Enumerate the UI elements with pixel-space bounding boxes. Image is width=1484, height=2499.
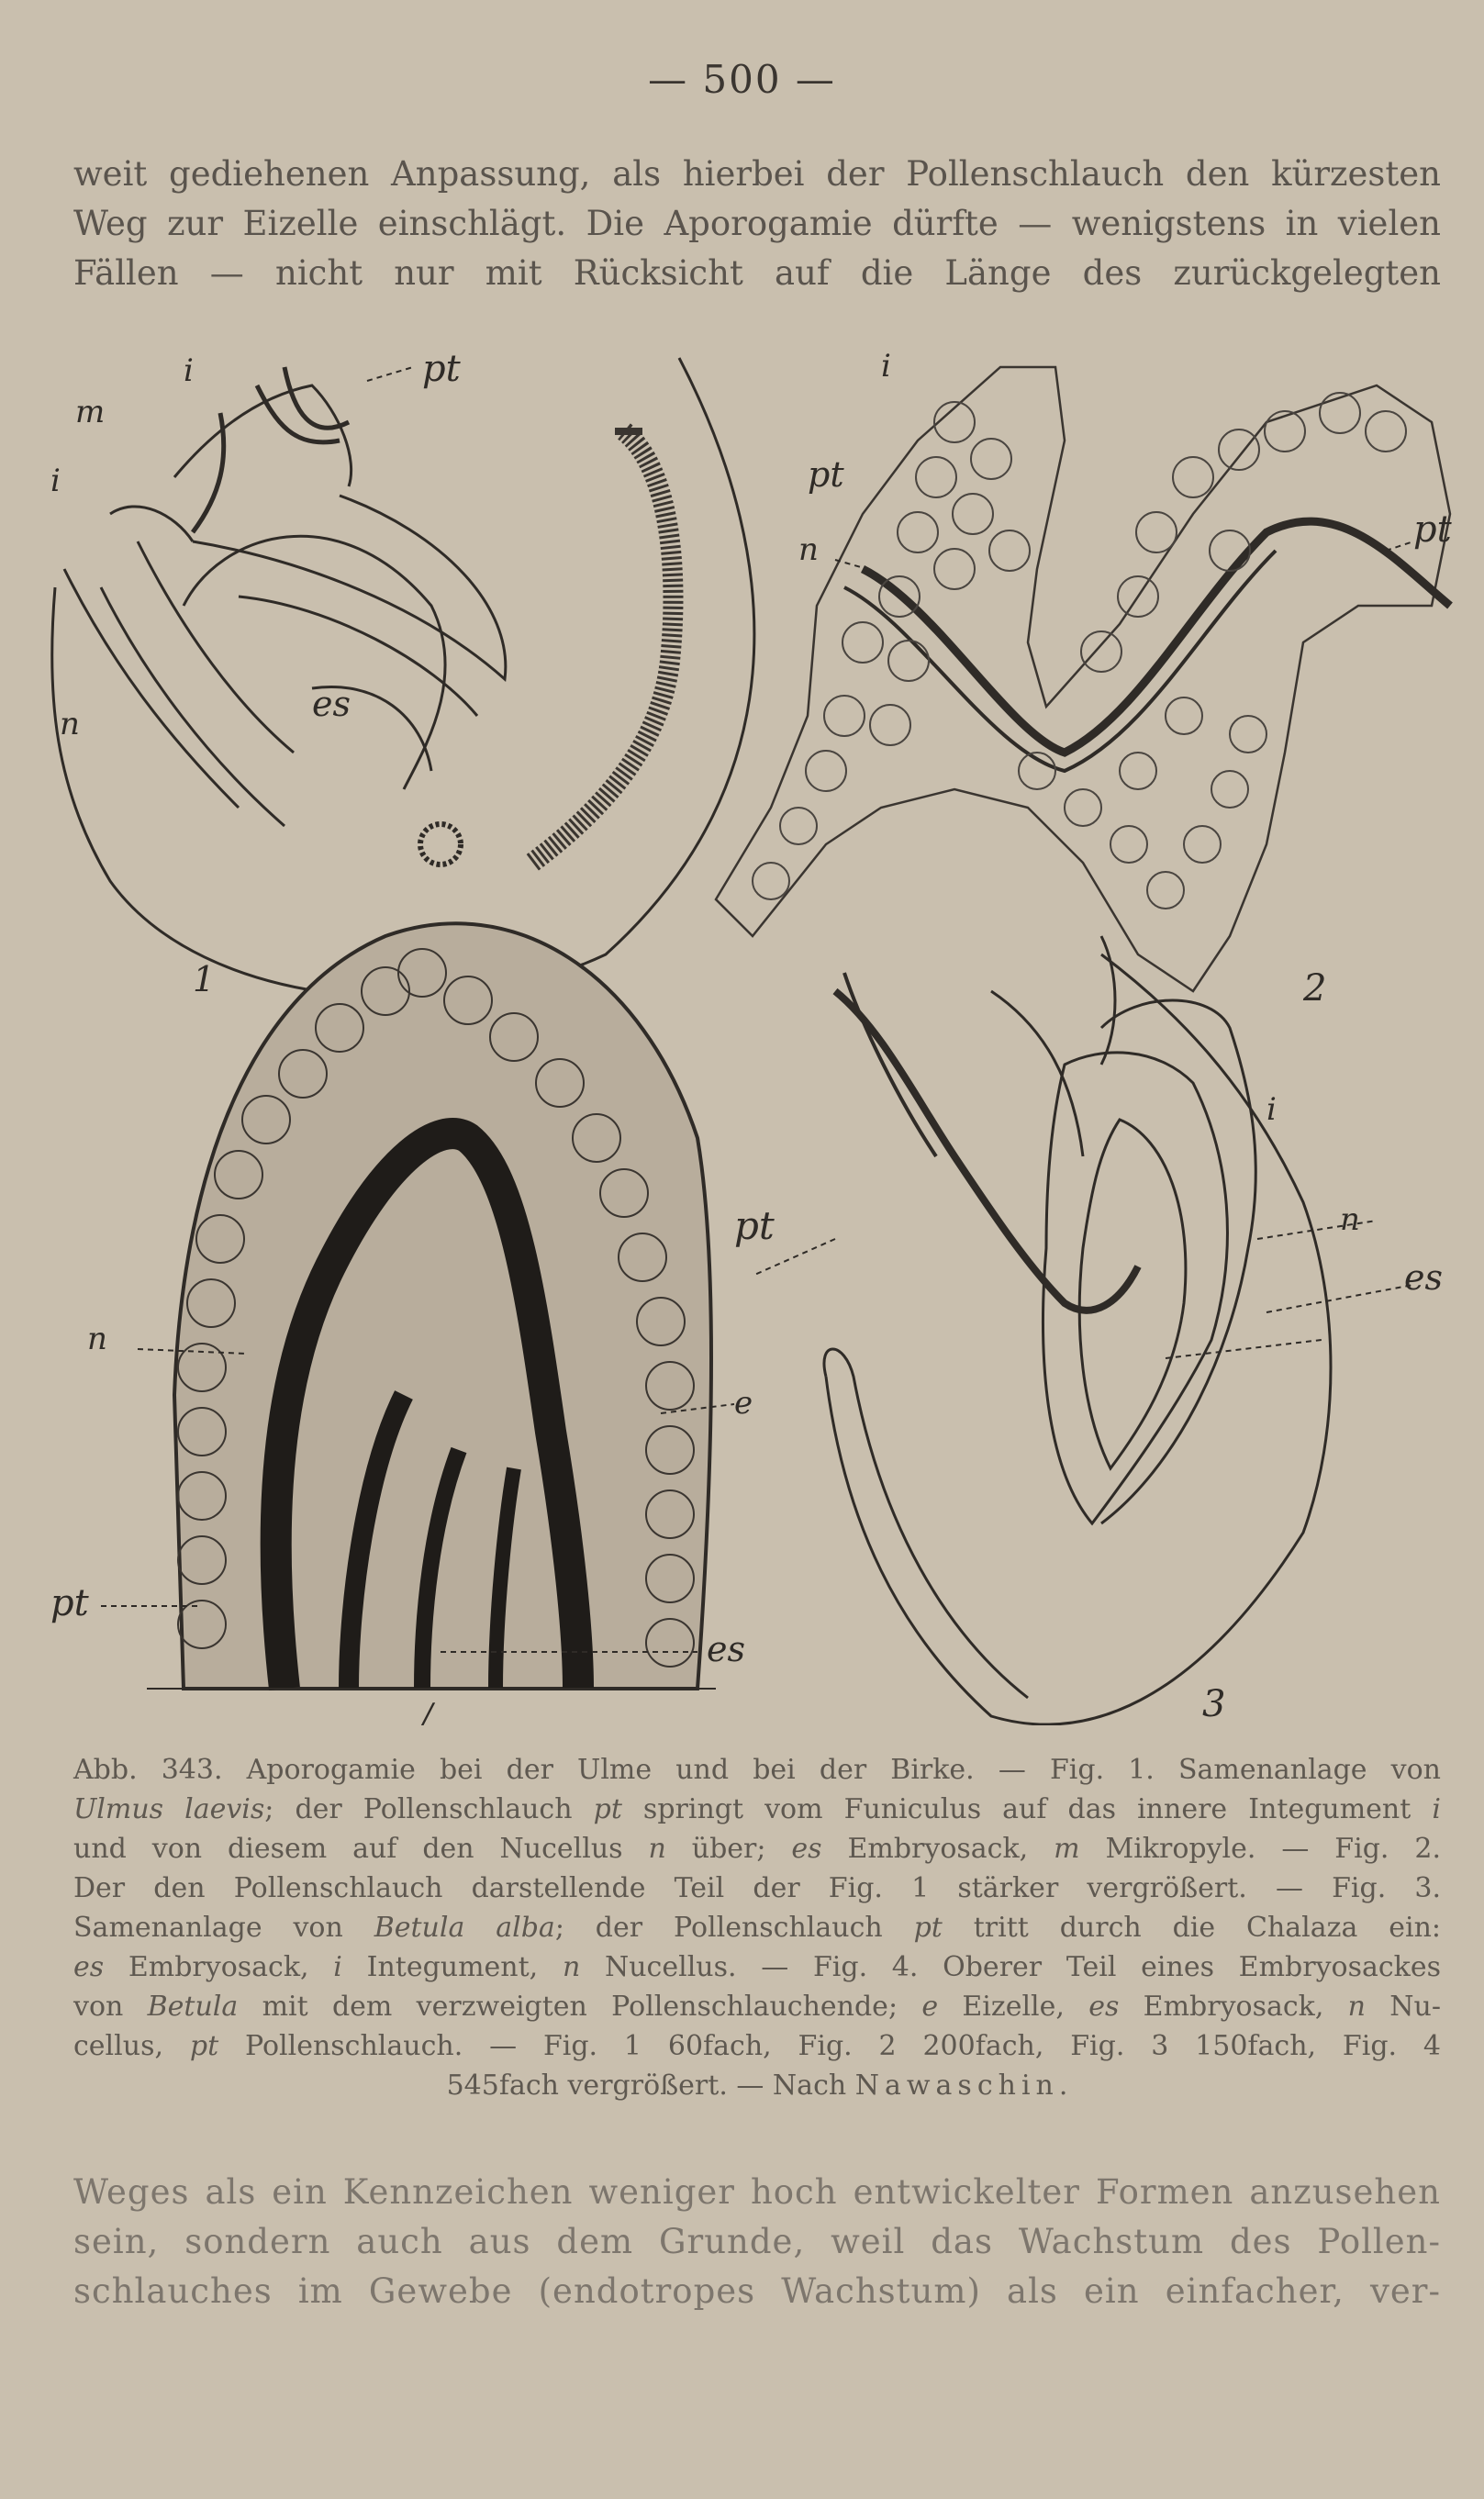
caption-line-9 xyxy=(73,2066,1441,2105)
figure-caption xyxy=(73,1750,1441,2105)
species-name: Betula xyxy=(147,1991,239,2023)
fig3-label-pt: pt xyxy=(734,1203,775,1248)
text-line: weit gediehenen Anpassung, als hierbei der Pollenschlauch den kürzesten xyxy=(73,154,1441,194)
text-line: sein, sondern auch aus dem Grunde, weil das Wachstum des Pollen- xyxy=(73,2222,1441,2261)
caption-text: über; xyxy=(665,1833,792,1865)
fig1-label-pt: pt xyxy=(422,348,461,390)
caption-text: ; der Pollenschlauch xyxy=(264,1793,594,1825)
fig4-embryo-sac xyxy=(147,923,716,1689)
page-number: — 500 — xyxy=(648,57,836,102)
abbr-es: es xyxy=(791,1833,822,1865)
fig3-label-i: i xyxy=(1266,1091,1277,1128)
caption-text: Embryosack, xyxy=(821,1833,1054,1865)
botanical-figure xyxy=(37,330,1468,1725)
abbr-pt: pt xyxy=(913,1912,943,1944)
fig2-number: 2 xyxy=(1303,967,1327,1010)
caption-text: ; der Pollenschlauch xyxy=(554,1912,914,1944)
fig3-label-n: n xyxy=(1340,1201,1360,1238)
fig2-label-pt: pt xyxy=(808,454,844,495)
caption-line-3 xyxy=(73,1829,1441,1869)
caption-line-2 xyxy=(73,1790,1441,1829)
fig4-label-e: e xyxy=(734,1385,753,1422)
fig1-label-n: n xyxy=(60,706,80,742)
fig3-ovule-drawing xyxy=(824,936,1331,1724)
species-name: Ulmus laevis xyxy=(73,1793,265,1825)
abbr-pt: pt xyxy=(189,2030,219,2062)
abbr-n: n xyxy=(1347,1991,1366,2023)
fig4-label-pt: pt xyxy=(50,1582,89,1624)
fig4-label-n: n xyxy=(87,1321,107,1357)
text-line: Fällen — nicht nur mit Rücksicht auf die Länge des zurückgelegten xyxy=(73,253,1441,293)
text-line: schlauches im Gewebe (endotropes Wachstum) als ein einfacher, ver- xyxy=(73,2271,1441,2311)
abbr-i: i xyxy=(1432,1793,1441,1825)
fig2-label-pt2: pt xyxy=(1413,508,1452,551)
author-name: Nawaschin xyxy=(854,2069,1059,2102)
abbr-n: n xyxy=(562,1951,581,1983)
caption-text: Integument, xyxy=(341,1951,563,1983)
caption-text: Embryosack, xyxy=(104,1951,334,1983)
body-text-top xyxy=(73,150,1441,298)
abbr-m: m xyxy=(1054,1833,1080,1865)
caption-line-8 xyxy=(73,2026,1441,2066)
caption-text: Embryosack, xyxy=(1119,1991,1348,2023)
caption-text: Nu- xyxy=(1366,1991,1441,2023)
abbr-es: es xyxy=(73,1951,105,1983)
fig1-label-i2: i xyxy=(50,463,61,499)
caption-text: von xyxy=(73,1991,148,2023)
abbr-pt: pt xyxy=(593,1793,622,1825)
caption-text: Pollenschlauch. — Fig. 1 60fach, Fig. 2 200fach, Fig. 3 150fach, Fig. 4 xyxy=(218,2030,1441,2062)
fig2-cell-texture xyxy=(753,393,1406,909)
fig1-ovule-drawing xyxy=(52,358,754,998)
caption-text: und von diesem auf den Nucellus xyxy=(73,1833,649,1865)
fig1-label-i: i xyxy=(184,352,194,389)
species-name: Betula alba xyxy=(374,1912,555,1944)
caption-text: . xyxy=(1058,2069,1068,2102)
abbr-i: i xyxy=(333,1951,342,1983)
fig2-label-i: i xyxy=(881,348,891,385)
caption-text: Nucellus. — Fig. 4. Oberer Teil eines Embryosackes xyxy=(580,1951,1441,1983)
fig1-pollen-tube-band xyxy=(420,431,673,865)
fig2-label-n: n xyxy=(798,531,819,568)
abbr-n: n xyxy=(648,1833,666,1865)
abbr-es: es xyxy=(1088,1991,1120,2023)
caption-text: Mikropyle. — Fig. 2. xyxy=(1079,1833,1441,1865)
caption-text: tritt durch die Chalaza ein: xyxy=(942,1912,1441,1944)
fig1-label-es: es xyxy=(312,684,351,724)
caption-text: Samenanlage von xyxy=(73,1912,374,1944)
fig4-label-es: es xyxy=(707,1629,745,1669)
fig3-label-es: es xyxy=(1404,1257,1443,1298)
fig4-number: / xyxy=(422,1697,433,1725)
abbr-e: e xyxy=(921,1991,939,2023)
fig1-number: 1 xyxy=(193,959,216,999)
body-text-bottom xyxy=(73,2168,1441,2316)
caption-text: 545fach vergrößert. — Nach xyxy=(446,2069,855,2102)
caption-line-5 xyxy=(73,1908,1441,1947)
caption-line-7 xyxy=(73,1987,1441,2026)
caption-line-6 xyxy=(73,1947,1441,1987)
text-line: Weg zur Eizelle einschlägt. Die Aporogamie dürfte — wenigstens in vielen xyxy=(73,204,1441,243)
fig1-label-m: m xyxy=(75,394,106,430)
caption-text: Eizelle, xyxy=(938,1991,1089,2023)
caption-line-1: Abb. 343. Aporogamie bei der Ulme und bei der Birke. — Fig. 1. Samenanlage von xyxy=(73,1754,1441,1786)
fig3-number: 3 xyxy=(1202,1683,1226,1725)
caption-text: springt vom Funiculus auf das innere Integument xyxy=(621,1793,1433,1825)
caption-text: cellus, xyxy=(73,2030,190,2062)
caption-text: mit dem verzweigten Pollenschlauchende; xyxy=(238,1991,922,2023)
caption-line-4: Der den Pollenschlauch darstellende Teil der Fig. 1 stärker vergrößert. — Fig. 3. xyxy=(73,1872,1441,1904)
text-line: Weges als ein Kennzeichen weniger hoch entwickelter Formen anzusehen xyxy=(73,2172,1441,2212)
